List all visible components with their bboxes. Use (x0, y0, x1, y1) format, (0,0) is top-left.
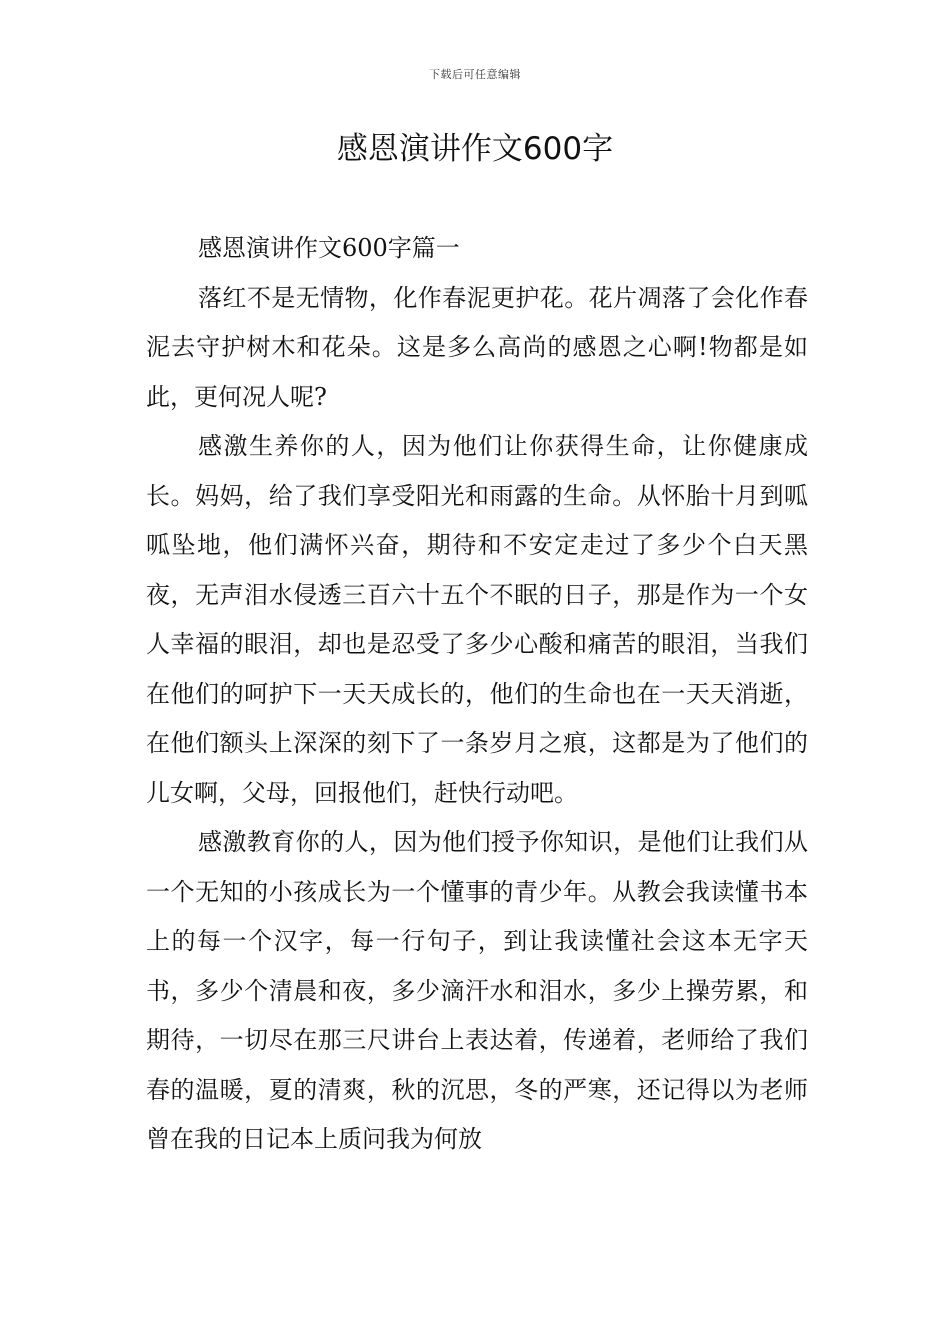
paragraph: 感激生养你的人，因为他们让你获得生命，让你健康成长。妈妈，给了我们享受阳光和雨露的生命。从怀胎十月到呱呱坠地，他们满怀兴奋，期待和不安定走过了多少个白天黑夜，无声泪水侵透三百六十五个不眠的日子，那是作为一个女人幸福的眼泪，却也是忍受了多少心酸和痛苦的眼泪，当我们在他们的呵护下一天天成长的，他们的生命也在一天天消逝，在他们额头上深深的刻下了一条岁月之痕，这都是为了他们的儿女啊，父母，回报他们，赶快行动吧。 (146, 432, 808, 807)
section-heading: 感恩演讲作文600字篇一 (198, 234, 460, 262)
page-title: 感恩演讲作文600字 (336, 131, 614, 167)
paragraph: 落红不是无情物，化作春泥更护花。花片凋落了会化作春泥去守护树木和花朵。这是多么高尚的感恩之心啊!物都是如此，更何况人呢? (146, 283, 808, 411)
paragraph: 感激教育你的人，因为他们授予你知识，是他们让我们从一个无知的小孩成长为一个懂事的青少年。从教会我读懂书本上的每一个汉字，每一行句子，到让我读懂社会这本无字天书，多少个清晨和夜，多少滴汗水和泪水，多少上操劳累，和期待，一切尽在那三尺讲台上表达着，传递着，老师给了我们春的温暖，夏的清爽，秋的沉思，冬的严寒，还记得以为老师曾在我的日记本上质问我为何放 (146, 828, 808, 1153)
header-note: 下载后可任意编辑 (429, 68, 521, 81)
document-body (146, 224, 808, 1165)
